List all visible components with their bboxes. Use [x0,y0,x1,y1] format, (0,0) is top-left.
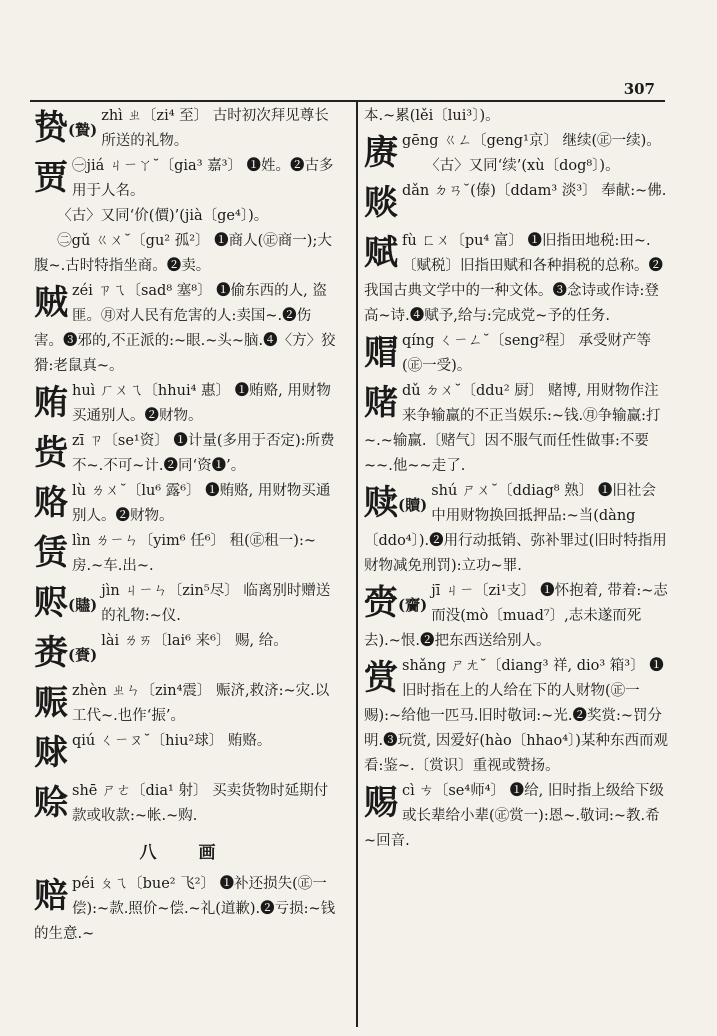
dictionary-entry [364,379,669,479]
headword [364,781,398,825]
headword-char: 赌 [364,383,398,423]
headword [34,531,68,575]
definition: shē ㄕㄜ〔dia¹ 射〕 买卖货物时延期付款或收款:~帐.~购. [72,783,329,824]
headword [34,156,68,200]
definition: cì ㄘ〔se⁴师⁴〕 ❶给, 旧时指上级给下级或长辈给小辈(㊣赏一):恩~.敬词:~教.希~回音. [364,783,664,849]
headword [364,381,398,425]
definition: jī ㄐㄧ〔zi¹支〕 ❶怀抱着, 带着:~志而没(mò〔muad⁷〕,志未遂而死去).~恨.❷把东西送给别人。 [364,583,668,649]
definition: lìn ㄌㄧㄣ〔yim⁶ 任⁶〕 租(㊣租一):~房.~车.出~. [72,533,316,574]
top-rule [30,100,665,102]
headword [34,731,68,775]
headword-char: 贾 [34,158,68,198]
definition: dǎn ㄉㄢ˘(傣)〔ddam³ 淡³〕 奉献:~佛. [402,183,667,199]
headword [34,781,68,825]
definition: zéi ㄗㄟ〔sad⁸ 塞⁸〕 ❶偷东西的人, 盗匪。㊊对人民有危害的人:卖国~.❷伤害。❸邪的,不正派的:~眼.~头~脑.❹〈方〉狡猾:老鼠真~。 [34,283,336,374]
definition: zhì ㄓ〔zi⁴ 至〕 古时初次拜见尊长所送的礼物。 [101,108,329,149]
headword [34,431,68,475]
headword-char: 赆 [34,583,68,623]
dictionary-entry [34,529,339,579]
right-column [364,104,669,854]
traditional-form: (贄) [68,121,98,139]
definition: qíng ㄑㄧㄥ˘〔seng²程〕 承受财产等(㊣一受)。 [402,333,651,374]
dictionary-entry [34,379,339,429]
headword-char: 贼 [34,283,68,323]
definition: zhèn ㄓㄣ〔zin⁴震〕 赈济,救济:~灾.以工代~.也作‘振’。 [72,683,330,724]
dictionary-entry [34,872,339,947]
definition: jìn ㄐㄧㄣ〔zin⁵尽〕 临离别时赠送的礼物:~仪. [101,583,331,624]
headword [364,231,398,275]
definition: ㊀jiá ㄐㄧㄚ˘〔gia³ 嘉³〕 ❶姓。❷古多用于人名。 [72,158,334,199]
headword-char: 赁 [34,533,68,573]
headword-char: 赇 [34,733,68,773]
dictionary-entry [34,579,339,629]
definition: qiú ㄑㄧㄡ˘〔hiu²球〕 贿赂。 [72,733,272,749]
column-divider [356,102,358,1027]
definition-paragraph: ㊁gǔ ㄍㄨ˘〔gu² 孤²〕 ❶商人(㊣商一);大腹~.古时特指坐商。❷卖。 [34,233,332,274]
dictionary-entry [364,579,669,654]
definition: fù ㄈㄨ〔pu⁴ 富〕 ❶旧指田地税:田~.〔赋税〕旧指田赋和各种捐税的总称。❷我国古典文学中的一种文体。❸念诗或作诗:登高~诗.❹赋予,给与:完成党~予的任务. [364,233,663,324]
headword [364,131,398,175]
section-title: 八 画 [139,843,234,863]
headword-char: 赏 [364,658,398,698]
dictionary-entry [364,229,669,329]
headword-char: 赗 [364,333,398,373]
definition: shǎng ㄕㄤ˘〔diang³ 祥, dio³ 箱³〕 ❶旧时指在上的人给在下的人财物(㊣一赐):~给他一匹马.旧时敬词:~光.❷奖赏:~罚分明.❸玩赏, 因爱好(hào〔hhao⁴〕)某种东西而观看:鉴~.〔赏识〕重视或赞扬。 [364,658,668,774]
headword [364,181,398,225]
headword [34,381,68,425]
headword-char: 赉 [34,633,68,673]
headword [34,281,68,325]
headword [364,481,427,527]
traditional-form: (贐) [68,596,98,614]
dictionary-entry [34,679,339,729]
dictionary-entry [364,329,669,379]
headword [34,106,97,152]
headword-char: 赈 [34,683,68,723]
definition: péi ㄆㄟ〔bue² 飞²〕 ❶补还损失(㊣一偿):~款.照价~偿.~礼(道歉).❷亏损:~钱的生意.~ [34,876,336,942]
page-number: 307 [623,80,655,98]
headword [364,581,427,627]
definition-paragraph: 〈古〉又同‘续’(xù〔dog⁸〕)。 [425,158,620,174]
traditional-form: (贖) [398,496,428,514]
headword-char: 赊 [34,783,68,823]
dictionary-entry [364,779,669,854]
definition: zī ㄗ〔se¹资〕 ❶计量(多用于否定):所费不~.不可~计.❷同‘资❶’。 [72,433,335,474]
dictionary-entry [34,429,339,479]
headword-char: 贿 [34,383,68,423]
dictionary-entry [364,179,669,229]
definition: lài ㄌㄞ〔lai⁶ 来⁶〕 赐, 给。 [101,633,288,649]
dictionary-entry [34,479,339,529]
definition: gēng ㄍㄥ〔geng¹京〕 继续(㊣一续)。 [402,133,661,149]
dictionary-entry [364,654,669,779]
headword-char: 赂 [34,483,68,523]
headword-char: 贽 [34,108,68,148]
headword-char: 赋 [364,233,398,273]
traditional-form: (齎) [398,596,428,614]
definition: shú ㄕㄨ˘〔ddiag⁸ 熟〕 ❶旧社会中用财物换回抵押品:~当(dàng〔ddo⁴〕).❷用行动抵销、弥补罪过(旧时特指用财物减免刑罚):立功~罪. [364,483,667,574]
headword [34,481,68,525]
dictionary-entry [34,154,339,279]
headword-char: 赕 [364,183,398,223]
dictionary-entry [34,779,339,829]
definition: huì ㄏㄨㄟ〔hhui⁴ 惠〕 ❶贿赂, 用财物买通别人。❷财物。 [72,383,331,424]
headword [34,681,68,725]
headword-char: 赐 [364,783,398,823]
headword [34,581,97,627]
definition-paragraph: 〈古〉又同‘价(價)’(jià〔ge⁴〕)。 [57,208,269,224]
headword-char: 赀 [34,433,68,473]
dictionary-entry [34,279,339,379]
headword [364,656,398,700]
headword-char: 赓 [364,133,398,173]
headword-char: 赔 [34,876,68,916]
headword [34,631,97,677]
headword [34,874,68,918]
headword-char: 赍 [364,583,398,623]
headword [364,331,398,375]
dictionary-entry [34,629,339,679]
left-column [34,104,339,947]
definition: dǔ ㄉㄨ˘〔ddu² 厨〕 赌博, 用财物作注来争输赢的不正当娱乐:~钱.㊊争输赢:打~.~输赢.〔赌气〕因不服气而任性做事:不要~~.他~~走了. [364,383,661,474]
continued-text: 本.~累(lěi〔lui³〕)。 [364,108,500,124]
dictionary-entry [364,479,669,579]
dictionary-entry [34,729,339,779]
traditional-form: (賚) [68,646,98,664]
headword-char: 赎 [364,483,398,523]
dictionary-entry [34,104,339,154]
dictionary-entry [364,129,669,179]
definition: lù ㄌㄨ˘〔lu⁶ 露⁶〕 ❶贿赂, 用财物买通别人。❷财物。 [72,483,331,524]
